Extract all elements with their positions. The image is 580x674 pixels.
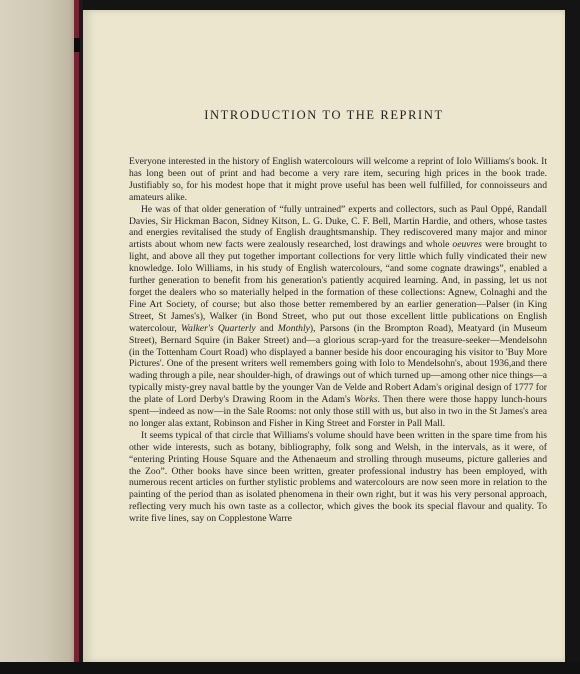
paragraph xyxy=(129,430,547,525)
paragraph xyxy=(129,204,547,430)
page-title: INTRODUCTION TO THE REPRINT xyxy=(204,108,444,122)
paragraph xyxy=(129,156,547,204)
page-tab-mark xyxy=(74,38,80,52)
italic-run: Works xyxy=(353,394,378,406)
book-spine-left xyxy=(0,0,82,674)
bottom-edge xyxy=(0,662,580,674)
text-run: and xyxy=(255,322,278,334)
text-run: It seems typical of that circle that Williams's volume should have been written in the spare time from his other wide interests, such as botany, bibliography, folk song and Welsh, in the intervals, as it were, of “entering Printing House Square and the Athenaeum and strolling through museums, picture galleries and the Zoo”. Other books have since been written, greater professional industry has been employed, with numerous recent articles on further stylistic problems and watercolours are now seen more in relation to the painting of the period than as isolated phenomena in their own right, but it was his very personal approach, reflecting very much his own taste as a collector, which gives the book its special flavour and quality. To write five lines, say on Copplestone Warre xyxy=(129,429,547,525)
italic-run: oeuvres xyxy=(452,239,482,251)
italic-run: Monthly xyxy=(277,322,310,334)
body-text xyxy=(129,156,547,525)
book-page xyxy=(83,10,565,662)
text-run: . Then there were those happy lunch-hours spent—indeed as now—in the Sale Rooms: not only those still with us, but also in two in the St James's area no longer alas extant, Robinson and Fisher in King Street and Forster in Pall Mall. xyxy=(129,394,547,429)
text-run: ), Parsons (in the Brompton Road), Meatyard (in Museum Street), Bernard Squire (in Baker Street) and—a glorious scrap-yard for the treasure-seeker—Mendelsohn (in the Tottenham Court Road) who displayed a banner beside his door encouraging his visitor to 'Buy More Pictures'. One of the present writers well remembers going with Iolo to Mendelsohn's, about 1936,and there wading through a pile, near shoulder-high, of drawings out of which turned up—among other nice things—a typically misty-grey naval battle by the younger Van de Velde and Robert Adam's original design of 1777 for the plate of Lord Derby's Drawing Room in the Adam's xyxy=(129,322,548,406)
text-run: He was of that older generation of “fully untrained” experts and collectors, such as Paul Oppé, Randall Davies, Sir Hickman Bacon, Sidney Kitson, L. G. Duke, C. F. Bell, Martin Hardie, and others, whose tastes and energies revitalised the study of English draughtsmanship. They rediscovered many major and minor artists about whom new facts were zealously researched, lost drawings and whole xyxy=(129,203,547,251)
text-run: Everyone interested in the history of English watercolours will welcome a reprint of Iolo Williams's book. It has long been out of print and had become a very rare item, securing high prices in the book trade. Justifiably so, for his modest hope that it might prove useful has been well fulfilled, for connoisseurs and amateurs alike. xyxy=(129,156,547,203)
text-run: were brought to light, and above all they put together important collections for very little which fully vindicated their new knowledge. Iolo Williams, in his study of English watercolours, “and some cognate drawings”, enabled a further generation to benefit from his generation's patiently acquired learning. And, in passing, let us not forget the dealers who so materially helped in the formation of these collections: Agnew, Colnaghi and the Fine Art Society, of course; but also those better remembered by an earlier generation—Palser (in King Street, St James's), Walker (in Bond Street, who put out those excellent little publications on English watercolour, xyxy=(129,239,547,334)
italic-run: Walker's Quarterly xyxy=(181,322,256,334)
